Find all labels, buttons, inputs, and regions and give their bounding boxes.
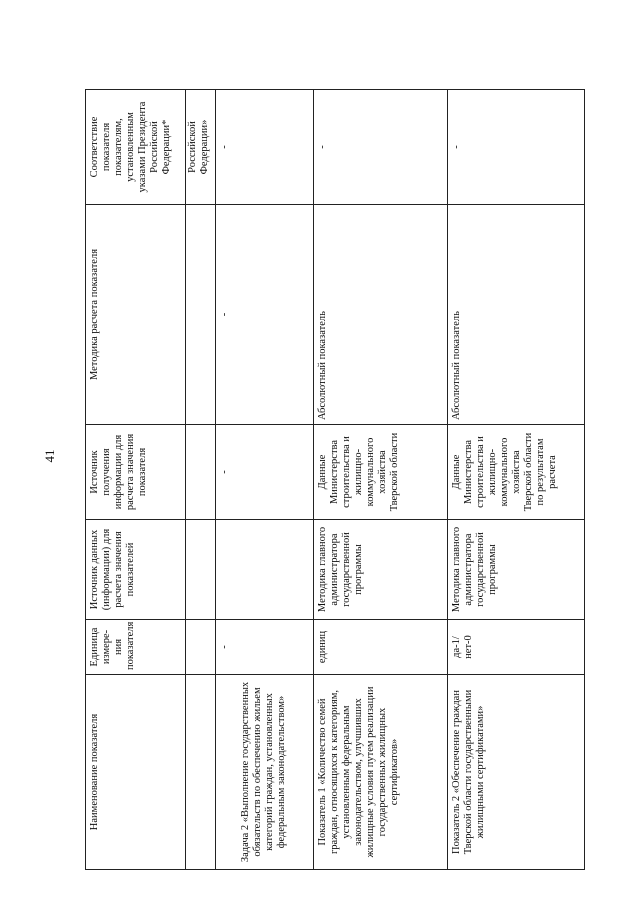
indicators-table [85, 89, 585, 870]
row-name: Задача 2 «Выполнение государственных обязательств по обеспечению жильем категорий граждан, установленных федеральным законодательством» [215, 675, 313, 870]
subheader-row [186, 90, 216, 870]
row-unit: да-1/ нет-0 [447, 620, 584, 675]
row-source-info: - [215, 425, 313, 520]
subheader-compliance: Российской Федерации» [186, 90, 216, 205]
row-source-data [215, 520, 313, 620]
row-source-info: Данные Министерства строительства и жилищно-коммунального хозяйства Тверской области по результатам расчета [447, 425, 584, 520]
header-compliance: Соответствие показателя показателям, установленным указами Президента Российской Федерации* [86, 90, 186, 205]
row-compliance: - [313, 90, 447, 205]
row-source-data: Методика главного администратора государственной программы [447, 520, 584, 620]
header-unit: Единица измере-ния показателя [86, 620, 186, 675]
header-name: Наименование показателя [86, 675, 186, 870]
row-name: Показатель 1 «Количество семей граждан, относящихся к категориям, установленным федеральным законодательством, улучшивших жилищные условия путем реализации государственных жилищных сертификатов» [313, 675, 447, 870]
row-compliance: - [215, 90, 313, 205]
table-row [215, 90, 313, 870]
row-unit: - [215, 620, 313, 675]
row-method: Абсолютный показатель [447, 205, 584, 425]
row-method: Абсолютный показатель [313, 205, 447, 425]
header-source-data: Источник данных (информации) для расчета значения показателей [86, 520, 186, 620]
row-name: Показатель 2 «Обеспечение граждан Тверской области государственными жилищными сертификатами» [447, 675, 584, 870]
row-source-info: Данные Министерства строительства и жилищно-коммунального хозяйства Тверской области [313, 425, 447, 520]
row-unit: единиц [313, 620, 447, 675]
rotated-table-wrapper [85, 90, 585, 870]
header-method: Методика расчета показателя [86, 205, 186, 425]
header-source-info: Источник получения информации для расчета значения показателя [86, 425, 186, 520]
page-number: 41 [42, 449, 57, 463]
row-compliance: - [447, 90, 584, 205]
table-row [447, 90, 584, 870]
row-method: - [215, 205, 313, 425]
row-source-data: Методика главного администратора государственной программы [313, 520, 447, 620]
table-row [313, 90, 447, 870]
header-row [86, 90, 186, 870]
